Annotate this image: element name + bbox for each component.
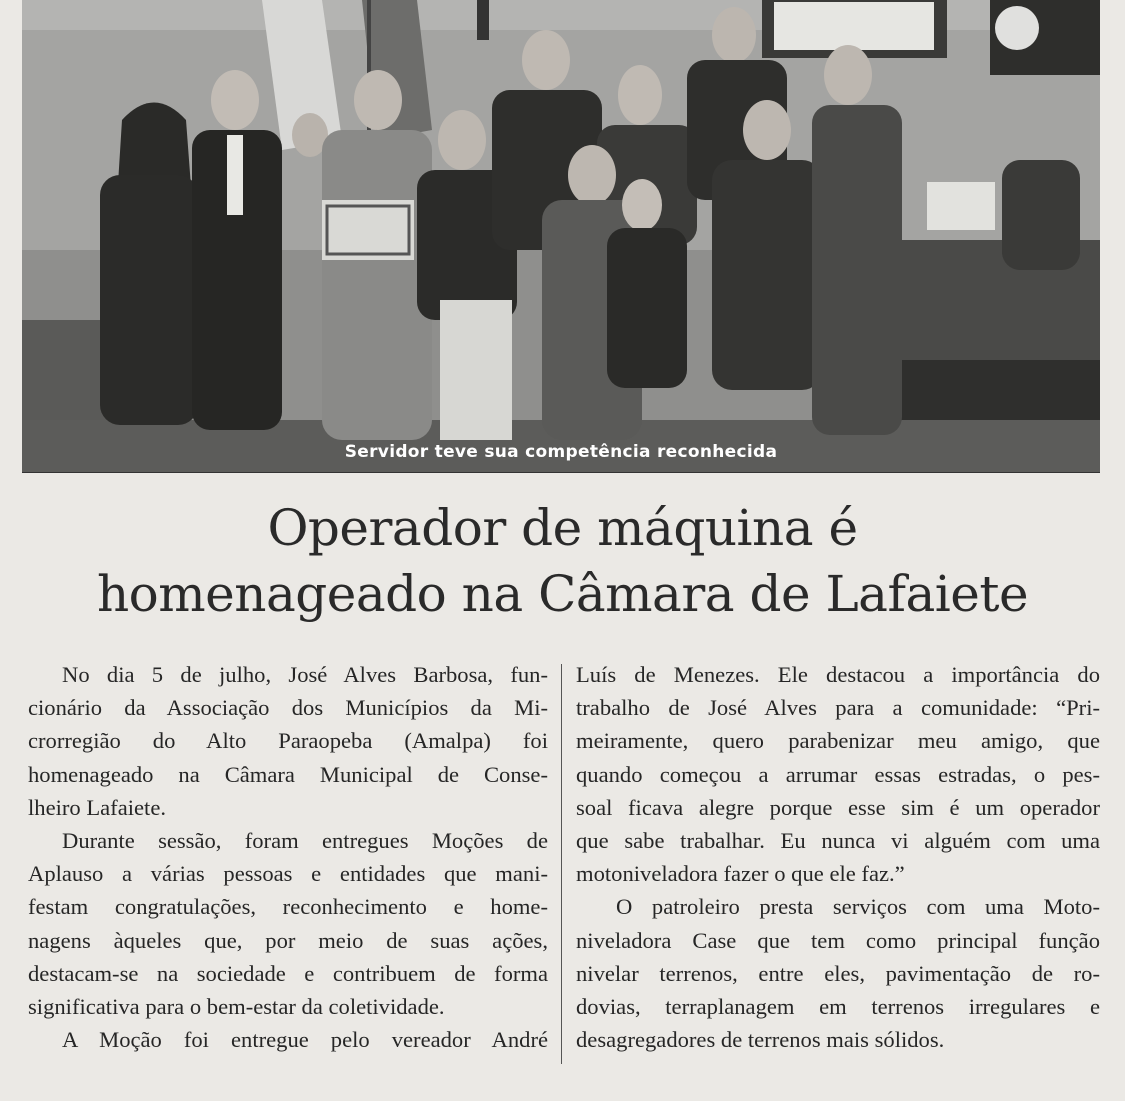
text-line: No dia 5 de julho, José Alves Barbosa, fun-: [62, 662, 548, 687]
headline-line-2: homenageado na Câmara de Lafaiete: [96, 565, 1029, 623]
text-line: meiramente, quero parabenizar meu amigo, que: [576, 728, 1100, 754]
text-line: festam congratulações, reconhecimento e home-: [28, 894, 548, 920]
text-line: desagregadores de terrenos mais sólidos.: [576, 1027, 945, 1053]
photo-caption: Servidor teve sua competência reconhecida: [344, 442, 778, 462]
text-line: Luís de Menezes. Ele destacou a importância do: [576, 662, 1100, 687]
headline: [0, 495, 1125, 627]
text-line: soal ficava alegre porque esse sim é um operador: [576, 794, 1100, 820]
text-line: que sabe trabalhar. Eu nunca vi alguém com uma: [576, 828, 1100, 854]
text-line: niveladora Case que tem como principal função: [576, 927, 1100, 953]
text-line: destacam-se na sociedade e contribuem de forma: [28, 960, 548, 986]
text-line: nivelar terrenos, entre eles, pavimentação de ro-: [576, 960, 1100, 986]
right-column: [576, 658, 1100, 1056]
text-line: quando começou a arrumar essas estradas, o pes-: [576, 761, 1100, 787]
text-line: dovias, terraplanagem em terrenos irregulares e: [576, 994, 1100, 1020]
text-line: lheiro Lafaiete.: [28, 794, 166, 820]
text-line: significativa para o bem-estar da coletividade.: [28, 994, 445, 1020]
text-line: trabalho de José Alves para a comunidade: “Pri-: [576, 695, 1100, 721]
text-line: Durante sessão, foram entregues Moções de: [62, 828, 548, 854]
text-line: A Moção foi entregue pelo vereador André: [62, 1027, 548, 1053]
headline-line-1: Operador de máquina é: [267, 499, 858, 557]
photo-illustration: [22, 0, 1100, 472]
text-line: nagens àqueles que, por meio de suas ações,: [28, 927, 548, 953]
text-line: homenageado na Câmara Municipal de Conse-: [28, 761, 548, 787]
column-divider: [561, 664, 562, 1064]
text-line: motoniveladora fazer o que ele faz.”: [576, 861, 905, 887]
text-line: Aplauso a várias pessoas e entidades que mani-: [28, 861, 548, 887]
text-line: cionário da Associação dos Municípios da Mi-: [28, 695, 548, 721]
text-line: O patroleiro presta serviços com uma Moto-: [616, 894, 1100, 920]
text-line: crorregião do Alto Paraopeba (Amalpa) foi: [28, 728, 548, 754]
group-photo: [22, 0, 1100, 473]
left-column: [28, 658, 548, 1056]
